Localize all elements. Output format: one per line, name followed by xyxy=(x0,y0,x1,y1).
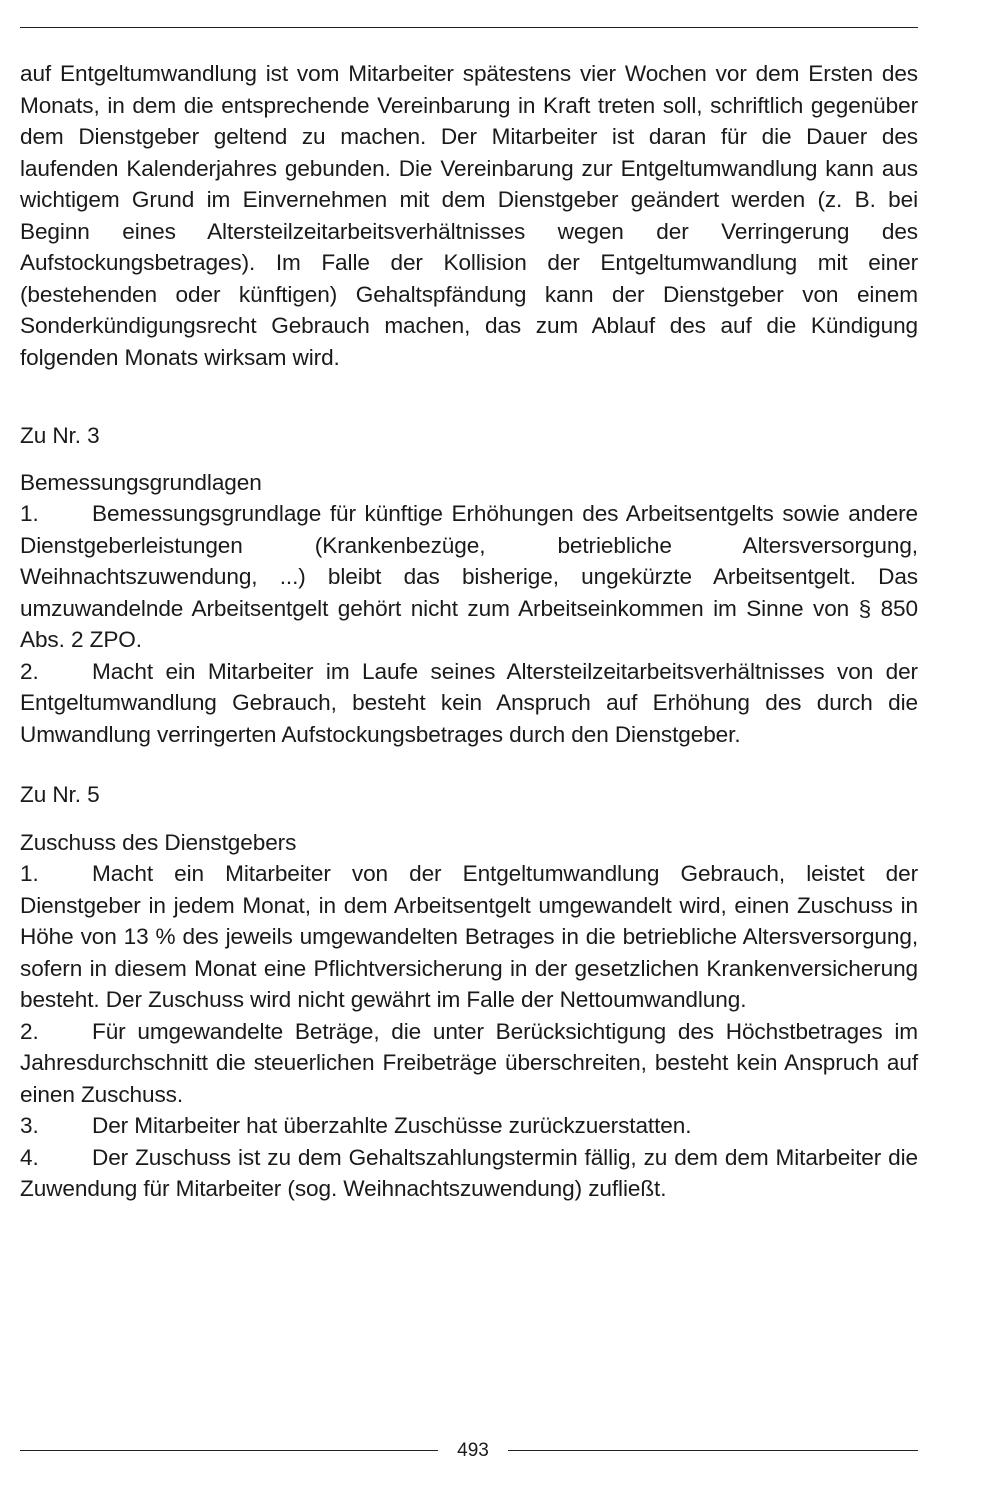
section-5-item-3 xyxy=(20,1110,918,1142)
item-text: Der Mitarbeiter hat überzahlte Zuschüsse zurückzuerstatten. xyxy=(92,1113,692,1138)
item-text: Der Zuschuss ist zu dem Gehaltszahlungstermin fällig, zu dem dem Mitarbeiter die Zuwendung für Mitarbeiter (sog. Weihnachtszuwendung) zufließt. xyxy=(20,1144,918,1201)
section-3-label: Zu Nr. 3 xyxy=(20,423,100,448)
item-number: 3. xyxy=(20,1113,39,1138)
page-footer xyxy=(20,1440,918,1464)
section-5-title: Zuschuss des Dienstgebers xyxy=(20,829,297,855)
item-number: 4. xyxy=(20,1144,39,1170)
section-5-item-2 xyxy=(20,1016,918,1111)
section-3-title: Bemessungsgrundlagen xyxy=(20,469,262,495)
section-3-item-2 xyxy=(20,656,918,751)
item-number: 2. xyxy=(20,658,39,684)
item-text: Für umgewandelte Beträge, die unter Berücksichtigung des Höchstbetrages im Jahresdurchschnitt die steuerlichen Freibeträge überschreiten, besteht kein Anspruch auf einen Zuschuss. xyxy=(20,1018,918,1107)
item-text: Macht ein Mitarbeiter im Laufe seines Altersteilzeitarbeitsverhältnisses von der Entgeltumwandlung Gebrauch, besteht kein Anspruch auf Erhöhung des durch die Umwandlung verringerten Aufstockungsbetrages durch den Dienstgeber. xyxy=(20,658,918,747)
section-3-item-1 xyxy=(20,498,918,656)
page-content xyxy=(20,58,918,1205)
top-rule xyxy=(20,27,918,28)
item-text: Bemessungsgrundlage für künftige Erhöhungen des Arbeitsentgelts sowie andere Dienstgeberleistungen (Krankenbezüge, betriebliche Altersversorgung, Weihnachtszuwendung, ...) bleibt das bisherige, ungekürzte Arbeitsentgelt. Das umzuwandelnde Arbeitsentgelt gehört nicht zum Arbeitseinkommen im Sinne von § 850 Abs. 2 ZPO. xyxy=(20,501,918,652)
section-5-item-4 xyxy=(20,1142,918,1205)
footer-rule-right xyxy=(508,1450,918,1451)
footer-rule-left xyxy=(20,1450,438,1451)
item-number: 2. xyxy=(20,1018,39,1044)
item-number: 1. xyxy=(20,501,39,526)
section-5-label: Zu Nr. 5 xyxy=(20,782,100,807)
section-5-item-1 xyxy=(20,858,918,1016)
page-number: 493 xyxy=(457,1440,489,1461)
item-number: 1. xyxy=(20,861,39,886)
intro-paragraph: auf Entgeltumwandlung ist vom Mitarbeiter spätestens vier Wochen vor dem Ersten des Monats, in dem die entsprechende Vereinbarung in Kraft treten soll, schriftlich gegenüber dem Dienstgeber geltend zu machen. Der Mitarbeiter ist daran für die Dauer des laufenden Kalenderjahres gebunden. Die Vereinbarung zur Entgeltumwandlung kann aus wichtigem Grund im Einvernehmen mit dem Dienstgeber geändert werden (z. B. bei Beginn eines Altersteilzeitarbeitsverhältnisses wegen der Verringerung des Aufstockungsbetrages). Im Falle der Kollision der Entgeltumwandlung mit einer (bestehenden oder künftigen) Gehaltspfändung kann der Dienstgeber von einem Sonderkündigungsrecht Gebrauch machen, das zum Ablauf des auf die Kündigung folgenden Monats wirksam wird. xyxy=(20,61,918,370)
item-text: Macht ein Mitarbeiter von der Entgeltumwandlung Gebrauch, leistet der Dienstgeber in jedem Monat, in dem Arbeitsentgelt umgewandelt wird, einen Zuschuss in Höhe von 13 % des jeweils umgewandelten Betrages in die betriebliche Altersversorgung, sofern in diesem Monat eine Pflichtversicherung in der gesetzlichen Krankenversicherung besteht. Der Zuschuss wird nicht gewährt im Falle der Nettoumwandlung. xyxy=(20,861,918,1012)
